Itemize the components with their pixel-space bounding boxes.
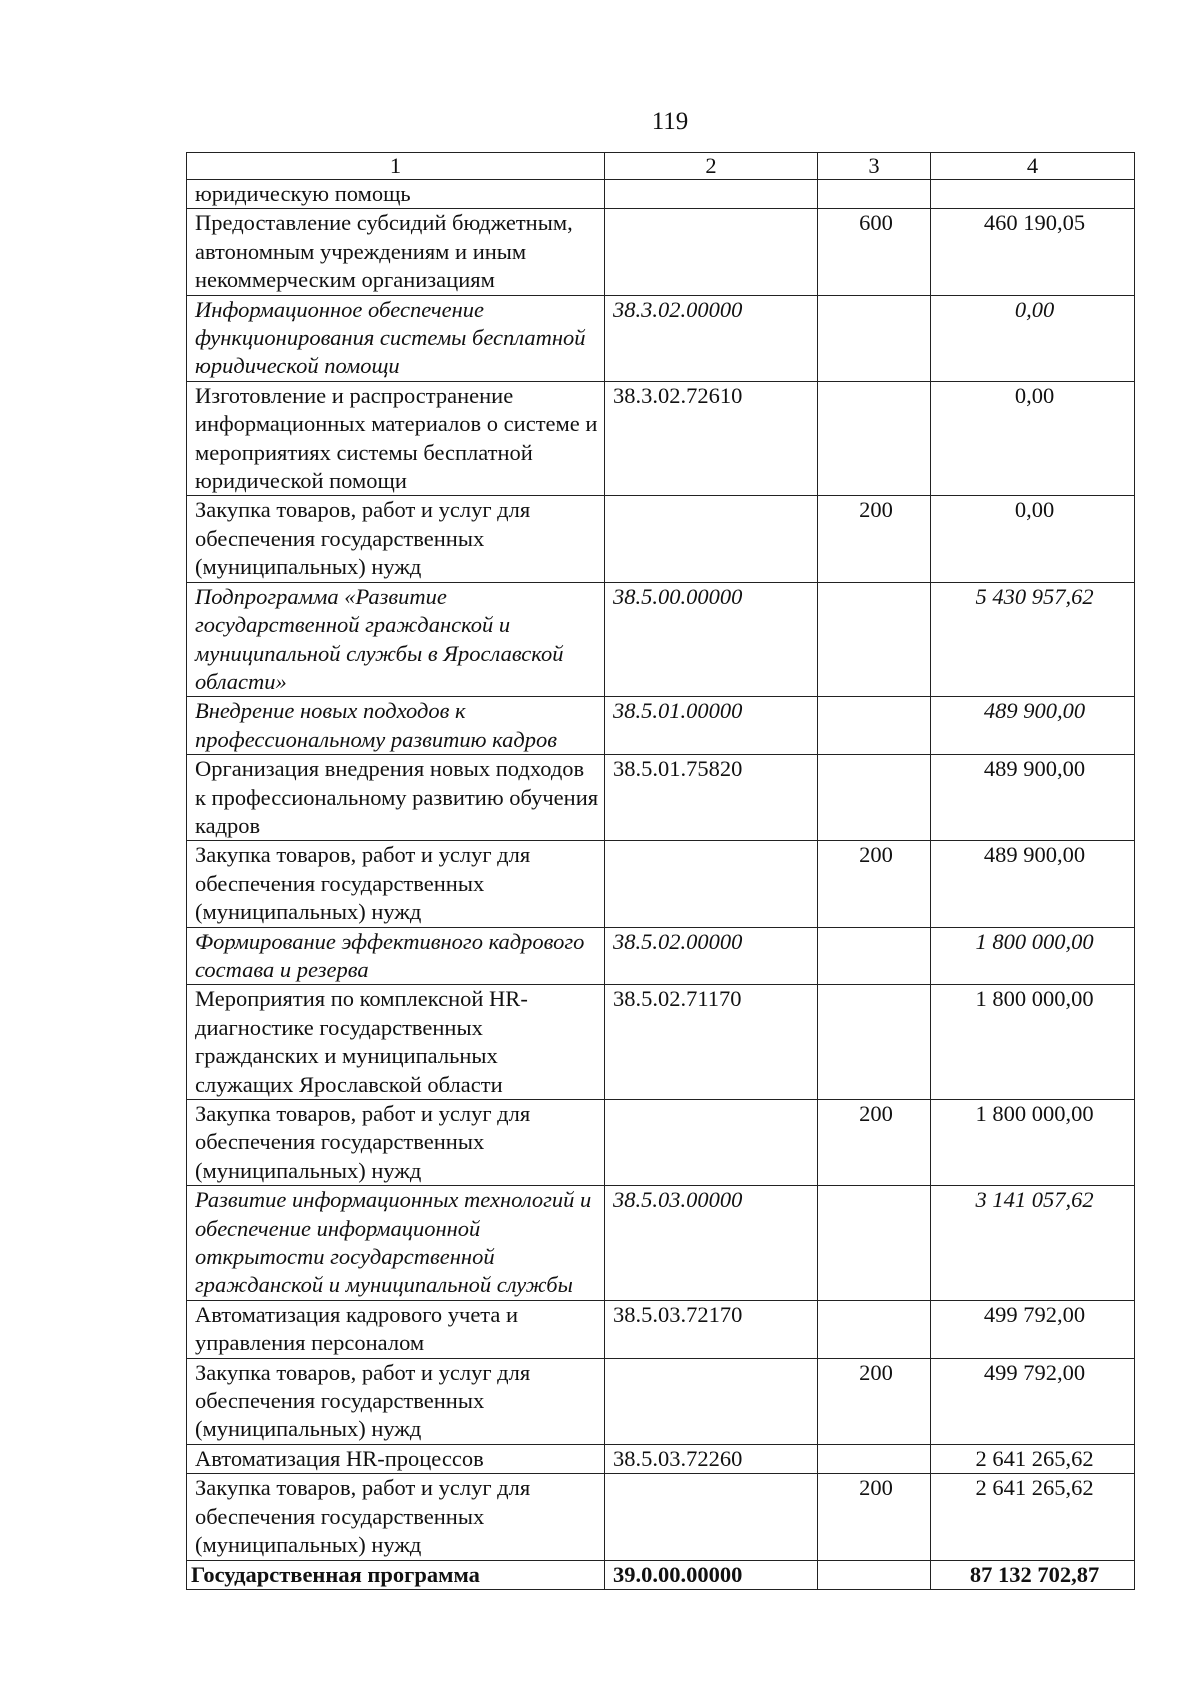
row-amount-cell: 499 792,00 (931, 1300, 1135, 1358)
row-expense-type-cell: 200 (818, 1474, 931, 1560)
row-code-cell (605, 1100, 818, 1186)
row-amount-cell: 5 430 957,62 (931, 582, 1135, 697)
row-amount-cell: 1 800 000,00 (931, 927, 1135, 985)
row-expense-type-cell (818, 582, 931, 697)
row-code-cell (605, 1474, 818, 1560)
row-amount-cell: 460 190,05 (931, 209, 1135, 295)
row-name-cell: Предоставление субсидий бюджетным, автономным учреждениям и иным некоммерческим организациям (187, 209, 605, 295)
row-expense-type-cell: 200 (818, 1100, 931, 1186)
row-code-cell: 38.5.03.72170 (605, 1300, 818, 1358)
row-code-cell: 38.5.02.00000 (605, 927, 818, 985)
row-amount-cell: 1 800 000,00 (931, 1100, 1135, 1186)
table-row (187, 1358, 1135, 1444)
row-code-cell: 38.5.03.00000 (605, 1186, 818, 1301)
table-row (187, 1186, 1135, 1301)
row-code-cell (605, 209, 818, 295)
row-amount-cell: 0,00 (931, 381, 1135, 496)
row-expense-type-cell (818, 1186, 931, 1301)
header-col-4: 4 (931, 153, 1135, 180)
row-expense-type-cell: 200 (818, 841, 931, 927)
row-name-cell: Внедрение новых подходов к профессиональному развитию кадров (187, 697, 605, 755)
row-amount-cell: 499 792,00 (931, 1358, 1135, 1444)
table-row (187, 1474, 1135, 1560)
row-code-cell (605, 496, 818, 582)
row-code-cell (605, 180, 818, 209)
table-row (187, 180, 1135, 209)
header-col-1: 1 (187, 153, 605, 180)
row-amount-cell: 0,00 (931, 496, 1135, 582)
table-row (187, 697, 1135, 755)
row-code-cell (605, 1358, 818, 1444)
row-name-cell: Государственная программа (187, 1560, 605, 1589)
row-expense-type-cell (818, 1444, 931, 1473)
row-code-cell: 38.5.02.71170 (605, 985, 818, 1100)
table-row (187, 295, 1135, 381)
row-name-cell: Изготовление и распространение информационных материалов о системе и мероприятиях системы бесплатной юридической помощи (187, 381, 605, 496)
header-col-3: 3 (818, 153, 931, 180)
row-name-cell: юридическую помощь (187, 180, 605, 209)
table-row (187, 985, 1135, 1100)
row-code-cell: 38.5.03.72260 (605, 1444, 818, 1473)
table-row (187, 496, 1135, 582)
table-row (187, 1444, 1135, 1473)
page-number: 119 (651, 108, 689, 135)
row-expense-type-cell (818, 697, 931, 755)
row-name-cell: Закупка товаров, работ и услуг для обеспечения государственных (муниципальных) нужд (187, 496, 605, 582)
table-row (187, 841, 1135, 927)
row-amount-cell: 489 900,00 (931, 755, 1135, 841)
table-row (187, 1300, 1135, 1358)
table-row (187, 1560, 1135, 1589)
row-expense-type-cell (818, 927, 931, 985)
row-name-cell: Автоматизация кадрового учета и управления персоналом (187, 1300, 605, 1358)
header-row (187, 153, 1135, 180)
row-name-cell: Закупка товаров, работ и услуг для обеспечения государственных (муниципальных) нужд (187, 841, 605, 927)
row-amount-cell: 489 900,00 (931, 697, 1135, 755)
row-amount-cell: 87 132 702,87 (931, 1560, 1135, 1589)
row-expense-type-cell: 200 (818, 496, 931, 582)
row-code-cell: 38.3.02.00000 (605, 295, 818, 381)
row-expense-type-cell (818, 985, 931, 1100)
table-row (187, 927, 1135, 985)
row-name-cell: Закупка товаров, работ и услуг для обеспечения государственных (муниципальных) нужд (187, 1474, 605, 1560)
row-name-cell: Мероприятия по комплексной HR-диагностике государственных гражданских и муниципальных служащих Ярославской области (187, 985, 605, 1100)
row-code-cell: 38.5.01.00000 (605, 697, 818, 755)
row-amount-cell: 2 641 265,62 (931, 1474, 1135, 1560)
row-name-cell: Организация внедрения новых подходов к профессиональному развитию обучения кадров (187, 755, 605, 841)
row-amount-cell (931, 180, 1135, 209)
row-name-cell: Подпрограмма «Развитие государственной гражданской и муниципальной службы в Ярославской области» (187, 582, 605, 697)
row-expense-type-cell (818, 381, 931, 496)
budget-table (186, 152, 1135, 1590)
row-name-cell: Развитие информационных технологий и обеспечение информационной открытости государственной гражданской и муниципальной службы (187, 1186, 605, 1301)
row-amount-cell: 2 641 265,62 (931, 1444, 1135, 1473)
row-code-cell: 38.5.01.75820 (605, 755, 818, 841)
table-row (187, 755, 1135, 841)
row-expense-type-cell (818, 755, 931, 841)
table-row (187, 582, 1135, 697)
table-row (187, 381, 1135, 496)
row-name-cell: Автоматизация HR-процессов (187, 1444, 605, 1473)
row-expense-type-cell (818, 180, 931, 209)
row-expense-type-cell (818, 1300, 931, 1358)
table-row (187, 209, 1135, 295)
row-code-cell: 38.5.00.00000 (605, 582, 818, 697)
row-amount-cell: 0,00 (931, 295, 1135, 381)
row-expense-type-cell (818, 1560, 931, 1589)
row-code-cell: 38.3.02.72610 (605, 381, 818, 496)
table-body (187, 180, 1135, 1590)
row-amount-cell: 1 800 000,00 (931, 985, 1135, 1100)
row-code-cell: 39.0.00.00000 (605, 1560, 818, 1589)
row-name-cell: Закупка товаров, работ и услуг для обеспечения государственных (муниципальных) нужд (187, 1358, 605, 1444)
row-code-cell (605, 841, 818, 927)
table-row (187, 1100, 1135, 1186)
row-name-cell: Закупка товаров, работ и услуг для обеспечения государственных (муниципальных) нужд (187, 1100, 605, 1186)
header-col-2: 2 (605, 153, 818, 180)
row-expense-type-cell (818, 295, 931, 381)
row-name-cell: Формирование эффективного кадрового состава и резерва (187, 927, 605, 985)
row-amount-cell: 3 141 057,62 (931, 1186, 1135, 1301)
row-amount-cell: 489 900,00 (931, 841, 1135, 927)
row-name-cell: Информационное обеспечение функционирования системы бесплатной юридической помощи (187, 295, 605, 381)
row-expense-type-cell: 200 (818, 1358, 931, 1444)
row-expense-type-cell: 600 (818, 209, 931, 295)
